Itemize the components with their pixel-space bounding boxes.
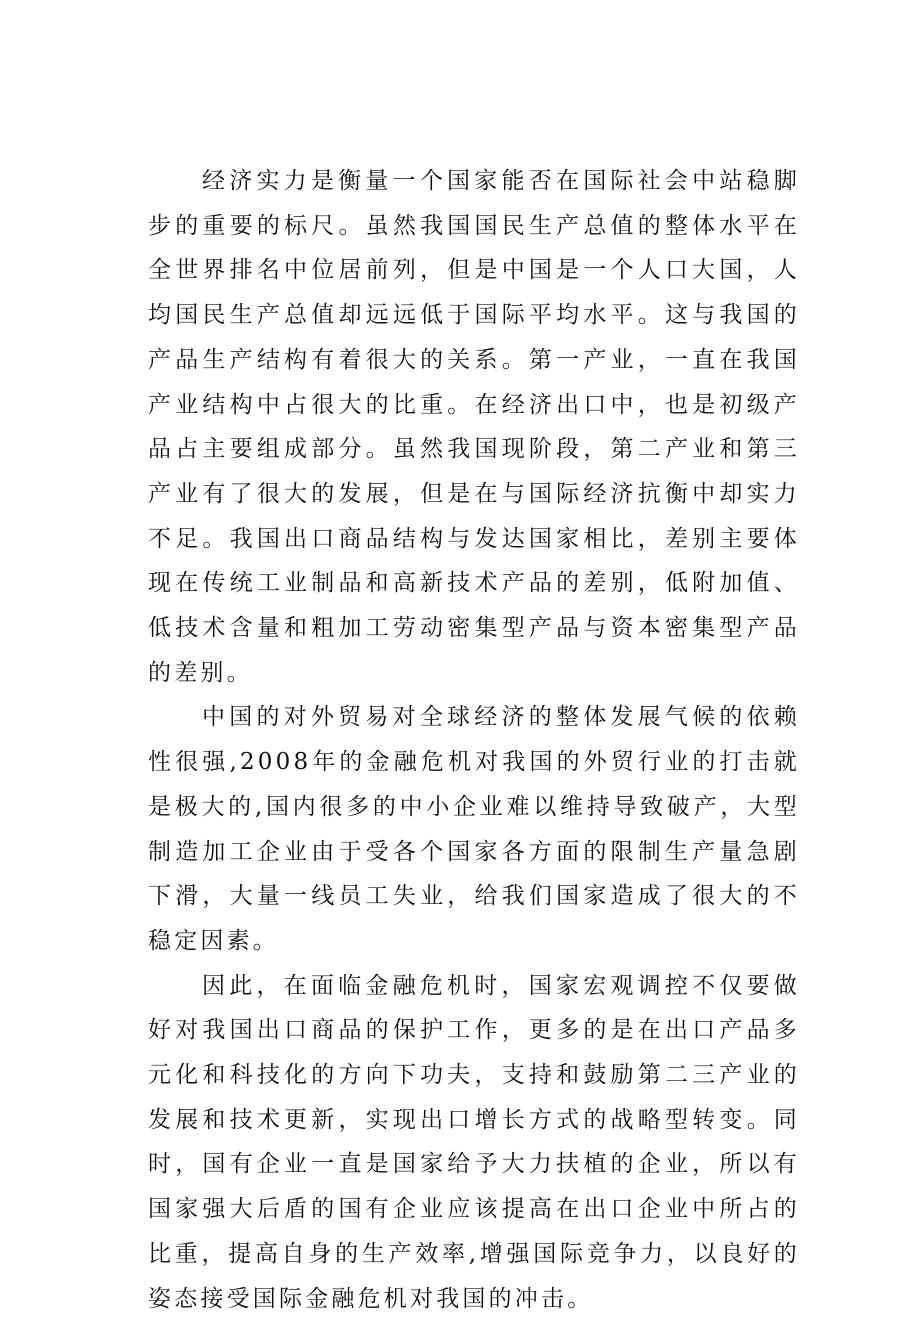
- document-body: [148, 159, 800, 1321]
- paragraph-economic-strength: 经济实力是衡量一个国家能否在国际社会中站稳脚步的重要的标尺。虽然我国国民生产总值的整体水平在全世界排名中位居前列，但是中国是一个人口大国，人均国民生产总值却远远低于国际平均水平。这与我国的产品生产结构有着很大的关系。第一产业，一直在我国产业结构中占很大的比重。在经济出口中，也是初级产品占主要组成部分。虽然我国现阶段，第二产业和第三产业有了很大的发展，但是在与国际经济抗衡中却实力不足。我国出口商品结构与发达国家相比，差别主要体现在传统工业制品和高新技术产品的差别，低附加值、低技术含量和粗加工劳动密集型产品与资本密集型产品的差别。: [148, 168, 800, 686]
- paragraph-foreign-trade: 中国的对外贸易对全球经济的整体发展气候的依赖性很强,2008年的金融危机对我国的外贸行业的打击就是极大的,国内很多的中小企业难以维持导致破产，大型制造加工企业由于受各个国家各方面的限制生产量急剧下滑，大量一线员工失业，给我们国家造成了很大的不稳定因素。: [148, 704, 800, 954]
- paragraph-macro-control: 因此，在面临金融危机时，国家宏观调控不仅要做好对我国出口商品的保护工作，更多的是在出口产品多元化和科技化的方向下功夫，支持和鼓励第二三产业的发展和技术更新，实现出口增长方式的战略型转变。同时，国有企业一直是国家给予大力扶植的企业，所以有国家强大后盾的国有企业应该提高在出口企业中所占的比重，提高自身的生产效率,增强国际竞争力，以良好的姿态接受国际金融危机对我国的冲击。: [148, 972, 800, 1312]
